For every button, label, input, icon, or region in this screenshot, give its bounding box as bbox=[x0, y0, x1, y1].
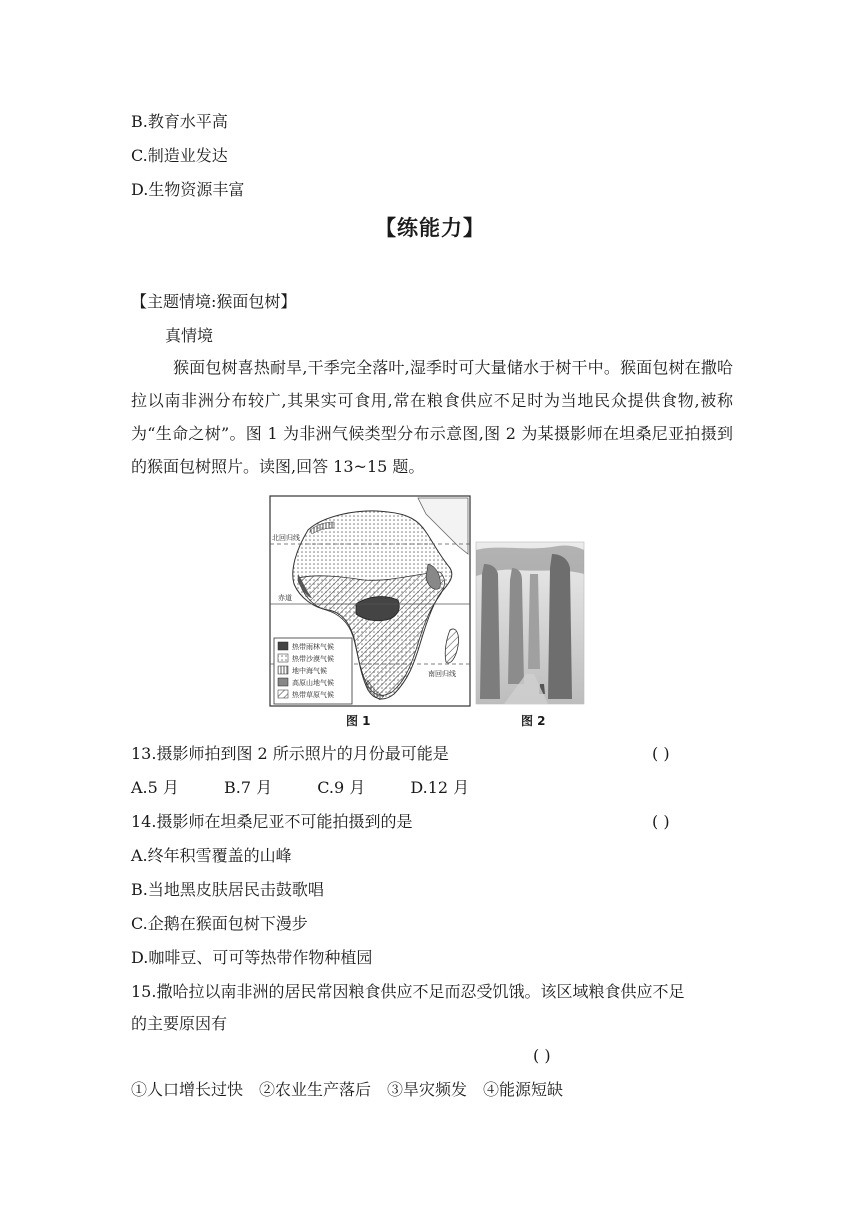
africa-map-figure bbox=[268, 494, 588, 730]
q13-options bbox=[131, 777, 509, 799]
legend-mediterranean: 地中海气候 bbox=[292, 667, 327, 675]
fig2-caption: 图 2 bbox=[521, 714, 546, 728]
q14-answer-paren[interactable]: ( ) bbox=[652, 812, 670, 831]
passage: 猴面包树喜热耐旱,干季完全落叶,湿季时可大量储水于树干中。猴面包树在撒哈拉以南非洲分布较广,其果实可食用,常在粮食供应不足时为当地民众提供食物,被称为“生命之树”。图 1 为非洲气候类型分布示意图,图 2 为某摄影师在坦桑尼亚拍摄到的猴面包树照片。读图,回答 13~15 题。 bbox=[131, 358, 733, 476]
figure-block bbox=[268, 494, 588, 730]
q14-option-b[interactable]: B.当地黑皮肤居民击鼓歌唱 bbox=[131, 880, 324, 899]
legend-swatch-highland bbox=[278, 678, 288, 686]
option-d-prev: D.生物资源丰富 bbox=[131, 180, 245, 199]
q13-option-d[interactable]: D.12 月 bbox=[410, 778, 470, 797]
q13-answer-paren[interactable]: ( ) bbox=[652, 744, 670, 763]
q13-option-b[interactable]: B.7 月 bbox=[224, 778, 273, 797]
q13-stem: 13.摄影师拍到图 2 所示照片的月份最可能是 bbox=[131, 744, 449, 763]
legend-desert: 热带沙漠气候 bbox=[292, 655, 334, 663]
option-b-prev: B.教育水平高 bbox=[131, 112, 228, 131]
fig1-caption: 图 1 bbox=[346, 714, 371, 728]
label-tropic-cancer: 北回归线 bbox=[272, 534, 300, 542]
q13-option-c[interactable]: C.9 月 bbox=[317, 778, 366, 797]
option-c-prev: C.制造业发达 bbox=[131, 146, 228, 165]
legend-swatch-desert bbox=[278, 654, 288, 662]
label-equator: 赤道 bbox=[278, 594, 292, 602]
legend-highland: 高原山地气候 bbox=[292, 679, 334, 687]
q14-option-d[interactable]: D.咖啡豆、可可等热带作物种植园 bbox=[131, 948, 373, 967]
legend-swatch-mediterranean bbox=[278, 666, 288, 674]
q14-option-a[interactable]: A.终年积雪覆盖的山峰 bbox=[131, 846, 292, 865]
legend-swatch-rainforest bbox=[278, 642, 288, 650]
q13-option-a[interactable]: A.5 月 bbox=[131, 778, 179, 797]
q15-stem-line1: 15.撒哈拉以南非洲的居民常因粮食供应不足而忍受饥饿。该区域粮食供应不足 bbox=[131, 982, 685, 1001]
label-tropic-capricorn: 南回归线 bbox=[428, 670, 456, 678]
legend-savanna: 热带草原气候 bbox=[292, 691, 334, 699]
legend-rainforest: 热带雨林气候 bbox=[292, 643, 334, 651]
q15-options: ①人口增长过快 ②农业生产落后 ③旱灾频发 ④能源短缺 bbox=[131, 1080, 564, 1099]
q15-stem-line2: 的主要原因有 bbox=[131, 1014, 228, 1033]
subheading: 真情境 bbox=[165, 326, 214, 345]
q15-answer-paren[interactable]: ( ) bbox=[533, 1046, 551, 1065]
section-title: 【练能力】 bbox=[375, 215, 485, 240]
legend-swatch-savanna bbox=[278, 690, 288, 698]
baobab-photo bbox=[476, 542, 584, 704]
q14-stem: 14.摄影师在坦桑尼亚不可能拍摄到的是 bbox=[131, 812, 413, 831]
theme-heading: 【主题情境:猴面包树】 bbox=[131, 292, 297, 311]
q14-option-c[interactable]: C.企鹅在猴面包树下漫步 bbox=[131, 914, 308, 933]
